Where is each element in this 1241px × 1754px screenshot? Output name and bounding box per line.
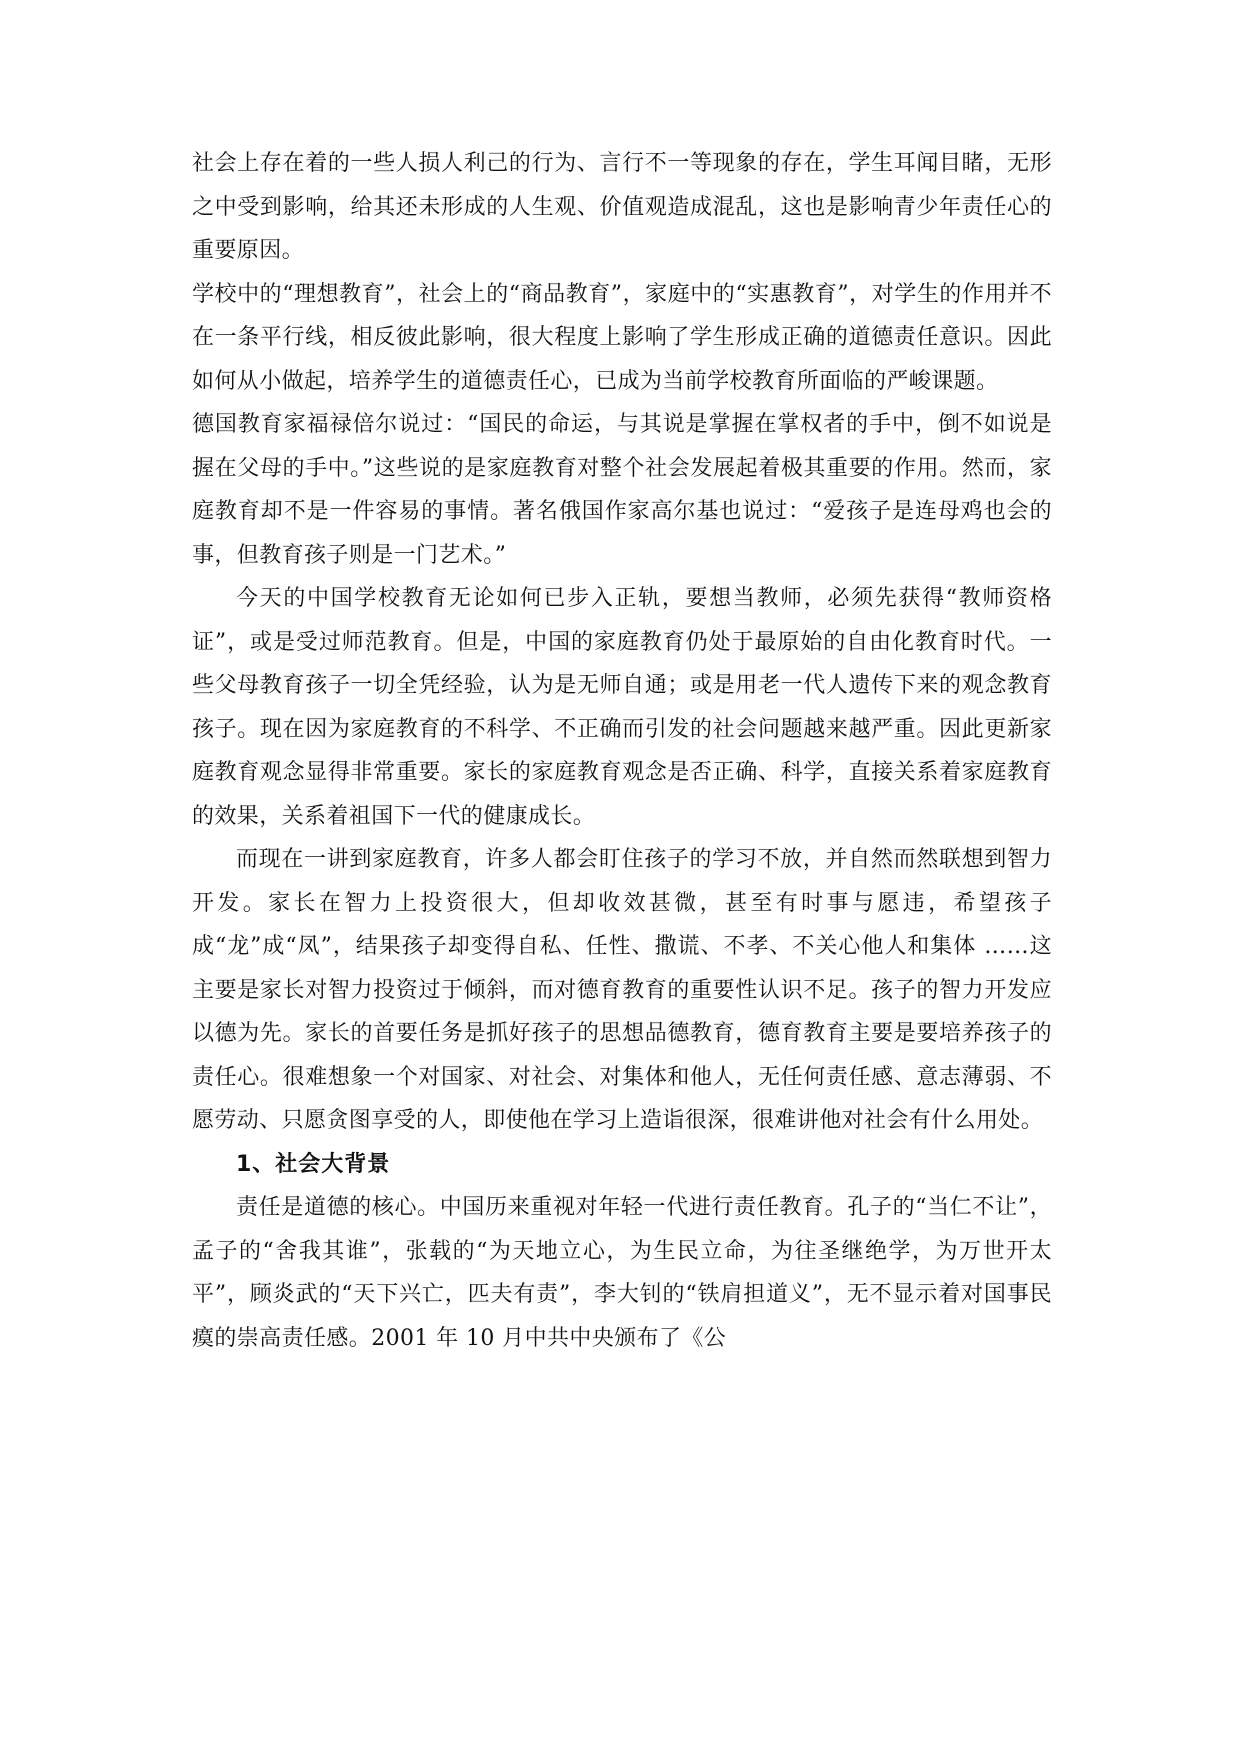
paragraph-intelligence-development: 而现在一讲到家庭教育，许多人都会盯住孩子的学习不放，并自然而然联想到智力开发。家长在智力上投资很大，但却收效甚微，甚至有时事与愿违，希望孩子成“龙”成“凤”，结果孩子却变得自私、任性、撒谎、不孝、不关心他人和集体 ……这主要是家长对智力投资过于倾斜，而对德育教育的重要性认识不足。孩子的智力开发应以德为先。家长的首要任务是抓好孩子的思想品德教育，德育教育主要是要培养孩子的责任心。很难想象一个对国家、对社会、对集体和他人，无任何责任感、意志薄弱、不愿劳动、只愿贪图享受的人，即使他在学习上造诣很深，很难讲他对社会有什么用处。 — [192, 847, 1052, 1133]
paragraph-school-education: 学校中的“理想教育”，社会上的“商品教育”，家庭中的“实惠教育”，对学生的作用并不在一条平行线，相反彼此影响，很大程度上影响了学生形成正确的道德责任意识。因此如何从小做起，培养学生的道德责任心，已成为当前学校教育所面临的严峻课题。 — [192, 281, 1052, 394]
section-heading: 1、社会大背景 — [236, 1151, 391, 1177]
paragraph-froebel-quote: 德国教育家福禄倍尔说过：“国民的命运，与其说是掌握在掌权者的手中，倒不如说是握在父母的手中。”这些说的是家庭教育对整个社会发展起着极其重要的作用。然而，家庭教育却不是一件容易的事情。著名俄国作家高尔基也说过：“爱孩子是连母鸡也会的事，但教育孩子则是一门艺术。” — [192, 412, 1052, 568]
paragraph-family-education: 今天的中国学校教育无论如何已步入正轨，要想当教师，必须先获得“教师资格证”，或是受过师范教育。但是，中国的家庭教育仍处于最原始的自由化教育时代。一些父母教育孩子一切全凭经验，认为是无师自通；或是用老一代人遗传下来的观念教育孩子。现在因为家庭教育的不科学、不正确而引发的社会问题越来越严重。因此更新家庭教育观念显得非常重要。家长的家庭教育观念是否正确、科学，直接关系着家庭教育的效果，关系着祖国下一代的健康成长。 — [192, 586, 1052, 829]
paragraph-social-phenomena: 社会上存在着的一些人损人利己的行为、言行不一等现象的存在，学生耳闻目睹，无形之中受到影响，给其还未形成的人生观、价值观造成混乱，这也是影响青少年责任心的重要原因。 — [192, 151, 1052, 263]
paragraph-responsibility-core: 责任是道德的核心。中国历来重视对年轻一代进行责任教育。孔子的“当仁不让”，孟子的“舍我其谁”，张载的“为天地立心，为生民立命，为往圣继绝学，为万世开太平”，顾炎武的“天下兴亡，匹夫有责”，李大钊的“铁肩担道义”，无不显示着对国事民瘼的崇高责任感。2001 年 10 月中共中央颁布了《公 — [192, 1195, 1052, 1351]
document-body — [192, 142, 1052, 1360]
